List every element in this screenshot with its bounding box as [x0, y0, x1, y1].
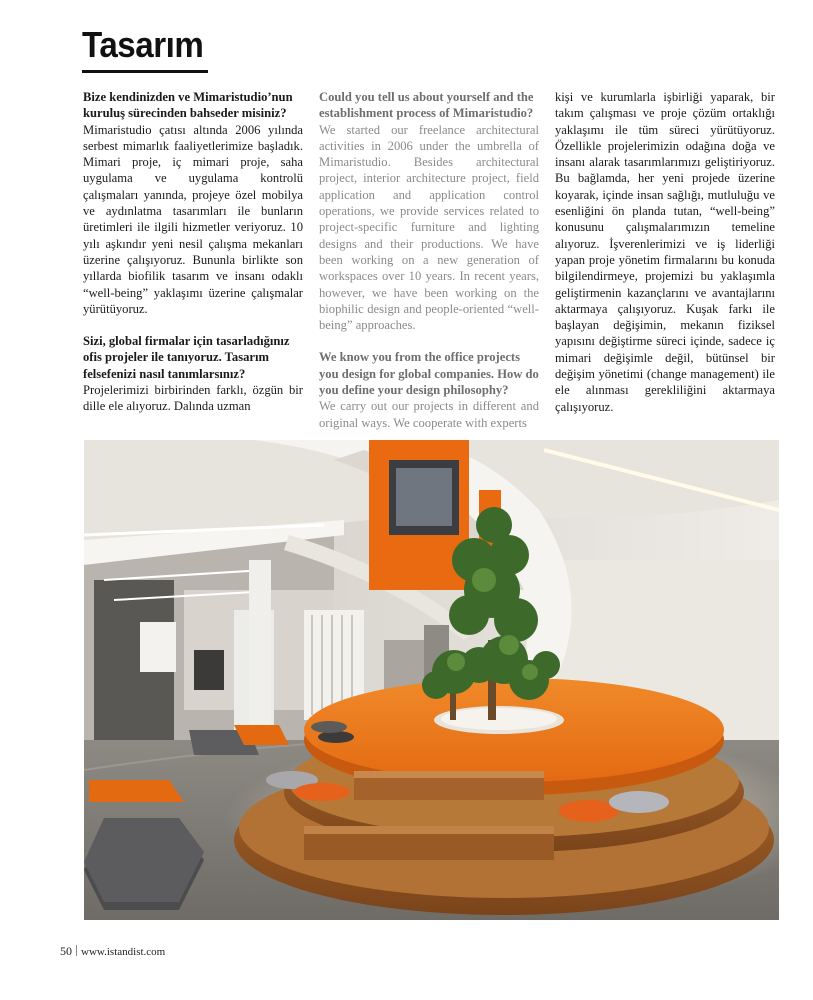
answer-2-en: We carry out our projects in different and original ways. We cooperate with experts — [319, 399, 539, 430]
footer-divider — [76, 945, 77, 956]
office-interior-illustration — [84, 440, 779, 920]
column-english — [319, 89, 539, 431]
answer-2-tr: Projelerimizi birbirinden farklı, özgün bir dille ele alıyoruz. Dalında uzman — [83, 383, 303, 414]
answer-1-tr: Mimaristudio çatısı altında 2006 yılında serbest mimarlık faaliyetlerimize başladık. Mimari proje, iç mimari proje, saha uygulama ve uygulama kontrolü çalışmaları yanında, projeye özel mobilya ve aydınlatma tasarımları ile bunların üretimleri ile ilgili hizmetler veriyoruz. 10 yılı aşkındır yeni nesil çalışma mekanları üzerine çalışıyoruz. Bununla birlikte son yıllarda biofilik tasarım ve insanı odaklı “well-being” yaklaşımı üzerine çalışmalar yürütüyoruz. — [83, 122, 303, 316]
question-1-tr: Bize kendinizden ve Mimaristudio’nun kuruluş sürecinden bahseder misiniz? — [83, 90, 293, 121]
question-2-en: We know you from the office projects you design for global companies. How do you define your design philosophy? — [319, 350, 539, 398]
page-number: 50 — [60, 944, 72, 958]
question-2-tr: Sizi, global firmalar için tasarladığınız ofis projeler ile tanıyoruz. Tasarım felsefenizi nasıl tanımlarsınız? — [83, 334, 290, 381]
section-title: Tasarım — [82, 24, 204, 65]
answer-2-tr-continued: kişi ve kurumlarla işbirliği yaparak, bir takım çalışması ve proje çözüm ortaklığı yaklaşımı ile tüm süreci yürütüyoruz. Özellikle projelerimizin odağına doğa ve insanı alarak tasarımlarımızı geliştiriyoruz. Bu bağlamda, her yeni projede üzerine koyarak, içinde insan sağlığı, mutluluğu ve esenliğini ön planda tutan, “well-being” konusunu çalışmalarımızın temeline alıyoruz. İşverenlerimizi ve iş liderliği yapan proje yönetim firmalarını bu konuda bilgilendirmeye, projemizi bu yaklaşımla geliştirmenin kazançlarını ve avantajlarını aktarmaya çalışıyoruz. Kuşak farkı ile başlayan değişimin, mekanın fiziksel yapısını değiştirme süreci içinde, sadece iç mimari değişimle değil, bütünsel bir değişim yönetimi (change management) ile ele alınması gerekliliğini aktarmaya çalışıyoruz. — [555, 90, 775, 414]
office-interior-photo — [84, 440, 779, 920]
page-footer — [60, 944, 165, 959]
question-1-en: Could you tell us about yourself and the establishment process of Mimaristudio? — [319, 90, 534, 121]
website-link[interactable]: www.istandist.com — [81, 946, 166, 958]
column-turkish-1 — [83, 89, 303, 415]
title-underline — [82, 70, 208, 73]
answer-1-en: We started our freelance architectural activities in 2006 under the umbrella of Mimaristudio. Besides architectural project, interior architecture project, field application and application control operations, we provide services related to project-specific furniture and lighting designs and their productions. We have been working on a new generation of workspaces over 10 years. In recent years, however, we have been working on the biophilic design and people-oriented “well-being” approaches. — [319, 122, 539, 333]
column-turkish-2 — [555, 89, 775, 415]
